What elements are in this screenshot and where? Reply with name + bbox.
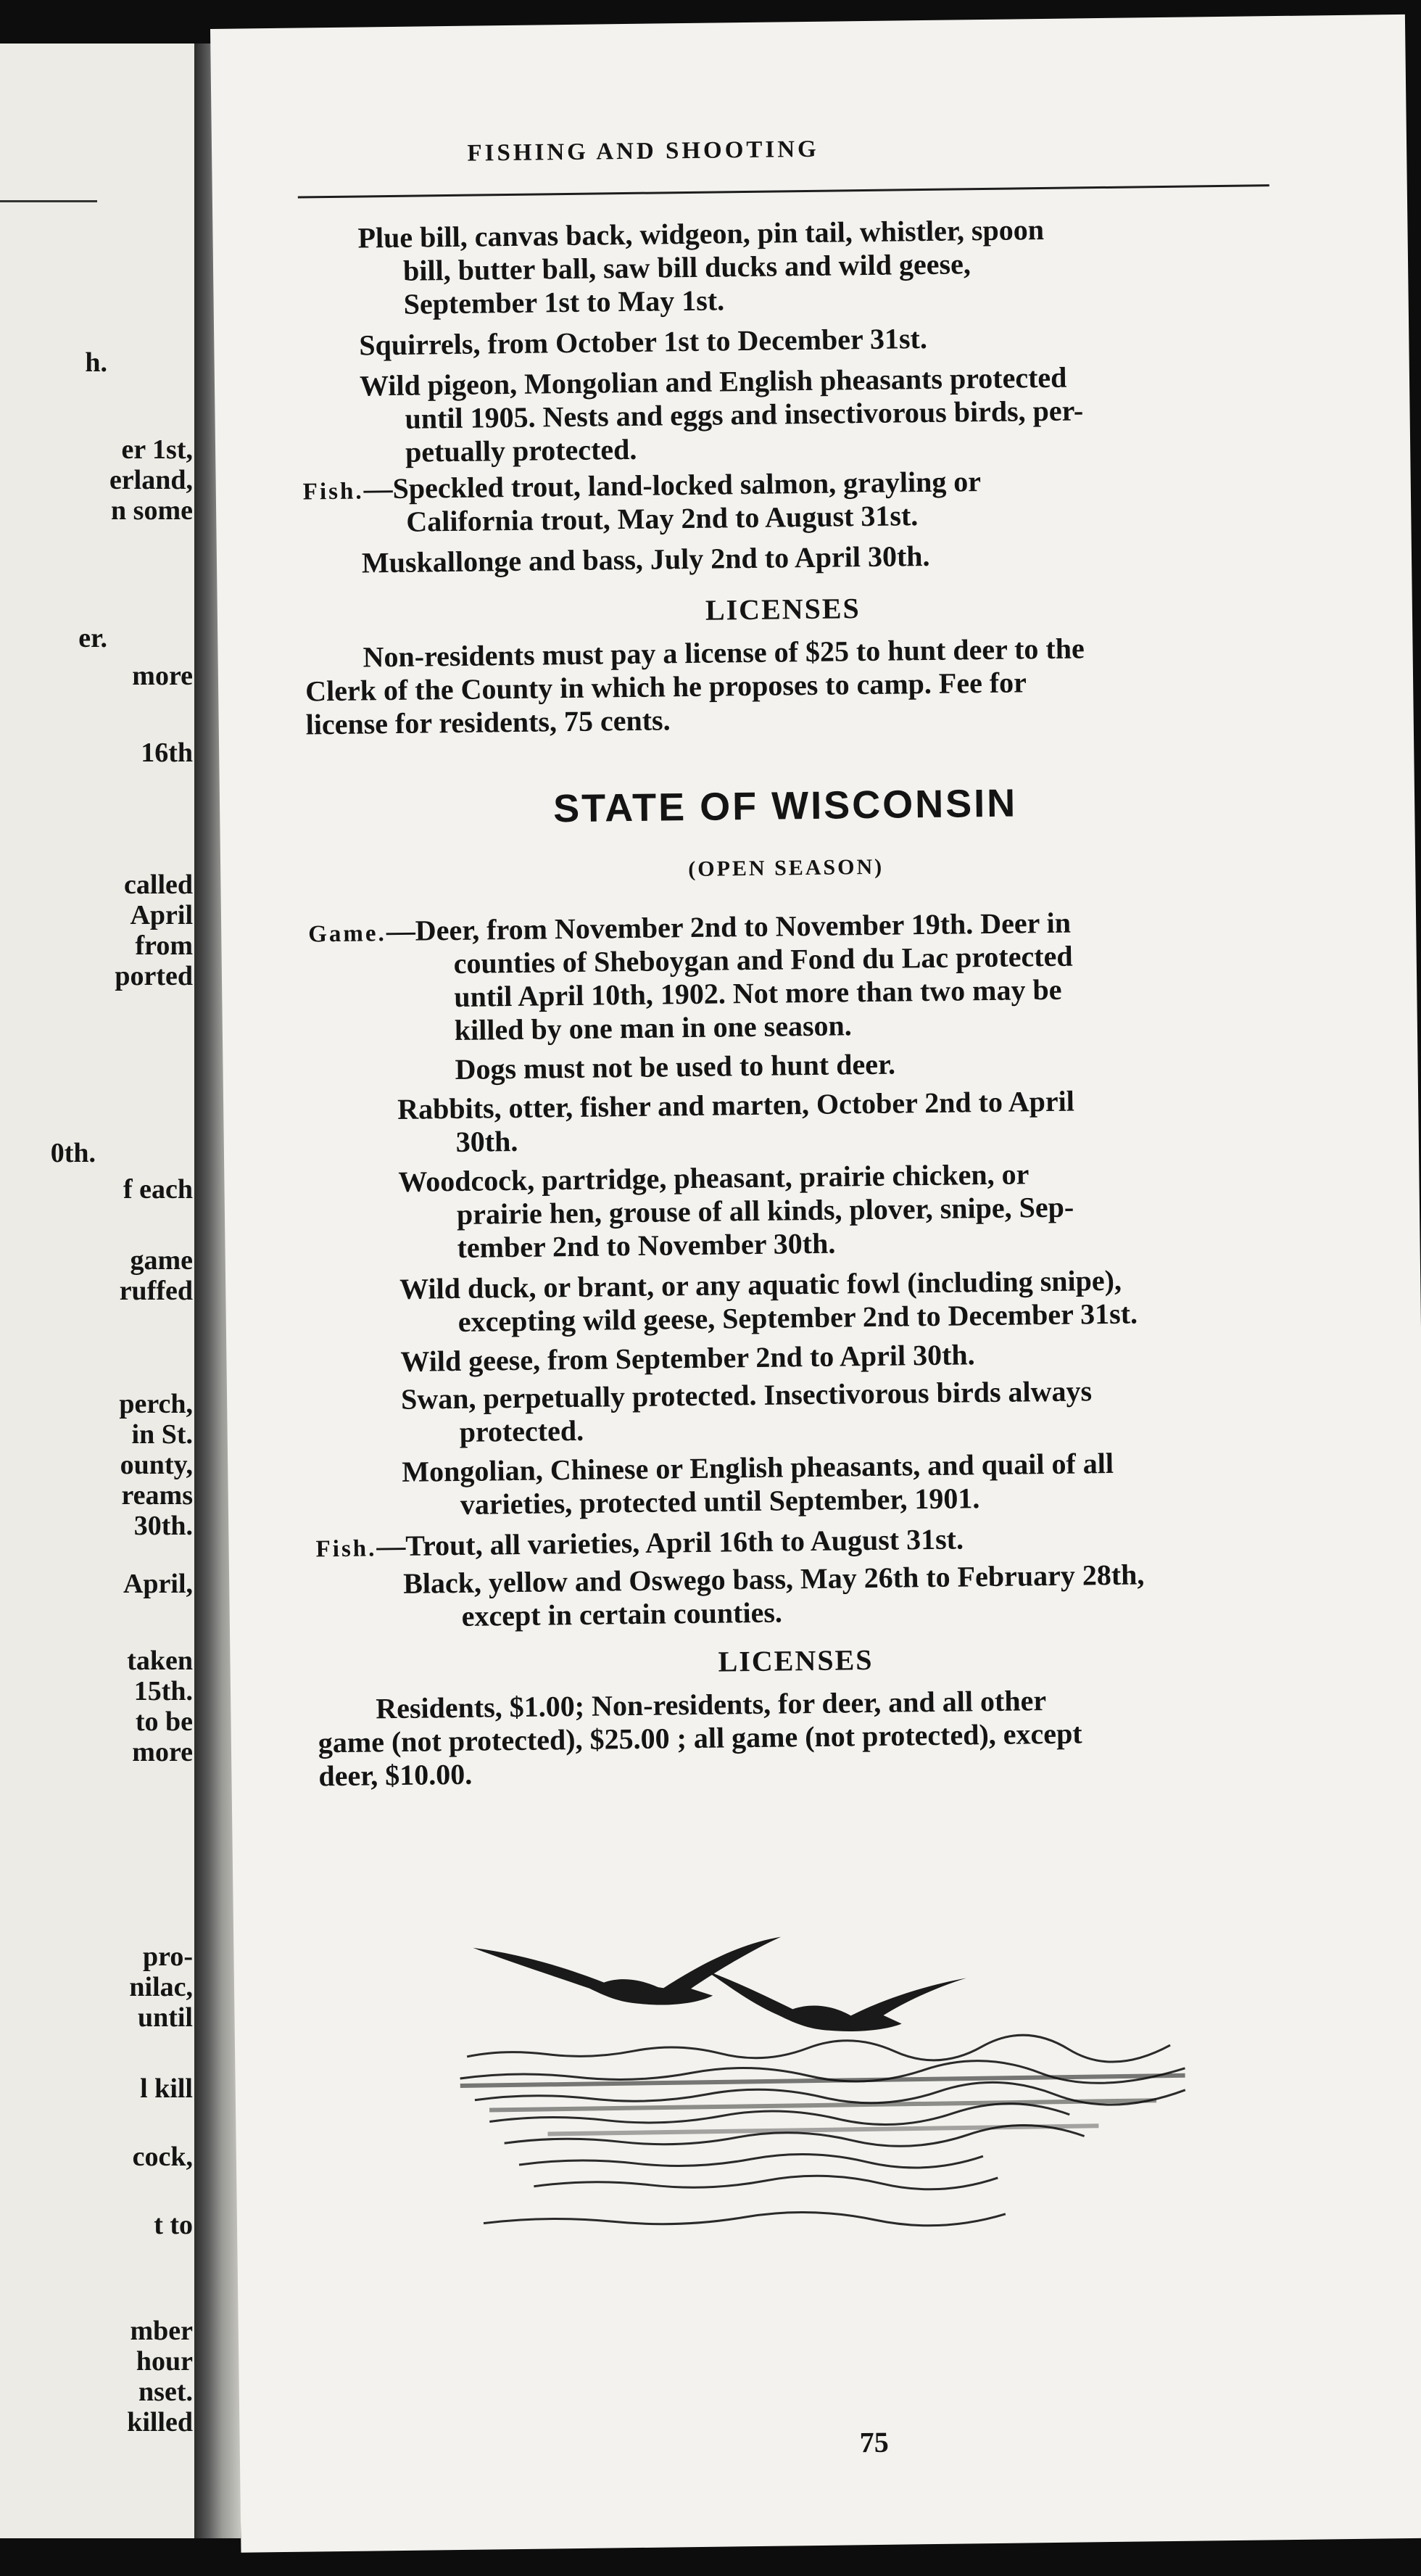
left-fragment: 16th bbox=[141, 738, 193, 768]
pigeon-line-3: petually protected. bbox=[405, 432, 637, 468]
bass-line-1: Black, yellow and Oswego bass, May 26th to February 28th, bbox=[402, 1558, 1145, 1600]
left-fragment: April, bbox=[123, 1569, 193, 1599]
trout-line: —Trout, all varieties, April 16th to August 31st. bbox=[376, 1522, 964, 1563]
left-fragment: more bbox=[132, 661, 193, 691]
licenses-wisconsin-line-2: game (not protected), $25.00 ; all game (not protected), except bbox=[318, 1717, 1082, 1759]
left-fragment: taken bbox=[127, 1646, 193, 1676]
page-number: 75 bbox=[859, 2425, 889, 2459]
ducks-line-2: bill, butter ball, saw bill ducks and wild geese, bbox=[402, 247, 972, 287]
left-fragment: game bbox=[130, 1245, 193, 1276]
left-fragment: 0th. bbox=[50, 1138, 96, 1168]
header-rule bbox=[298, 184, 1269, 198]
rabbits-line-2: 30th. bbox=[455, 1124, 518, 1158]
left-fragment: called bbox=[124, 870, 193, 900]
left-fragment: April bbox=[130, 900, 193, 930]
pigeon-line-1: Wild pigeon, Mongolian and English pheasants protected bbox=[359, 360, 1067, 402]
left-fragment: nset. bbox=[138, 2377, 193, 2407]
licenses-heading-michigan: LICENSES bbox=[705, 592, 861, 627]
wildduck-line-2: excepting wild geese, September 2nd to December 31st. bbox=[457, 1297, 1138, 1338]
squirrels-line: Squirrels, from October 1st to December 31st. bbox=[359, 321, 928, 362]
right-page bbox=[210, 15, 1421, 2553]
left-fragment: perch, bbox=[119, 1389, 193, 1419]
licenses-wisconsin-line-3: deer, $10.00. bbox=[318, 1757, 473, 1793]
swan-line-2: protected. bbox=[459, 1413, 584, 1448]
licenses-michigan-line-2: Clerk of the County in which he proposes to camp. Fee for bbox=[304, 666, 1027, 708]
pigeon-line-2: until 1905. Nests and eggs and insectivorous birds, per- bbox=[405, 394, 1084, 435]
deer-line-4: killed by one man in one season. bbox=[454, 1009, 853, 1046]
left-fragment: pro- bbox=[143, 1941, 193, 1972]
left-fragment: erland, bbox=[109, 465, 193, 495]
woodcock-line-3: tember 2nd to November 30th. bbox=[457, 1226, 836, 1264]
left-fragment: until bbox=[137, 2002, 193, 2033]
left-fragment: er 1st, bbox=[121, 434, 193, 465]
swan-line-1: Swan, perpetually protected. Insectivorous birds always bbox=[400, 1374, 1093, 1416]
wildduck-line-1: Wild duck, or brant, or any aquatic fowl (including snipe), bbox=[399, 1263, 1122, 1305]
running-header: FISHING AND SHOOTING bbox=[467, 136, 819, 167]
licenses-michigan-line-3: license for residents, 75 cents. bbox=[305, 703, 671, 741]
left-fragment: reams bbox=[121, 1480, 193, 1511]
deer-line-1: —Deer, from November 2nd to November 19th. Deer in bbox=[386, 906, 1072, 948]
fish-label: Fish. bbox=[315, 1535, 377, 1563]
fish-entry-wisconsin bbox=[315, 1522, 964, 1566]
mongolian-line-1: Mongolian, Chinese or English pheasants, and quail of all bbox=[402, 1446, 1114, 1488]
muskallonge-line: Muskallonge and bass, July 2nd to April 30th. bbox=[361, 539, 930, 579]
deer-line-2: counties of Sheboygan and Fond du Lac protected bbox=[453, 939, 1073, 980]
licenses-michigan-line-1: Non-residents must pay a license of $25 to hunt deer to the bbox=[362, 632, 1085, 674]
left-fragment: more bbox=[132, 1737, 193, 1767]
woodcock-line-1: Woodcock, partridge, pheasant, prairie chicken, or bbox=[398, 1157, 1030, 1198]
left-fragment: nilac, bbox=[129, 1972, 193, 2002]
left-fragment: to be bbox=[135, 1706, 193, 1737]
left-page bbox=[0, 44, 194, 2538]
left-fragment: 30th. bbox=[133, 1511, 193, 1541]
rabbits-line-1: Rabbits, otter, fisher and marten, October 2nd to April bbox=[397, 1084, 1075, 1126]
left-fragment: ounty, bbox=[120, 1450, 193, 1480]
deer-line-3: until April 10th, 1902. Not more than two may be bbox=[454, 973, 1062, 1013]
bass-line-2: except in certain counties. bbox=[461, 1595, 783, 1632]
ducks-line-3: September 1st to May 1st. bbox=[403, 284, 725, 321]
left-fragment: f each bbox=[123, 1174, 193, 1205]
left-fragment: in St. bbox=[131, 1419, 193, 1450]
left-fragment: l kill bbox=[140, 2073, 193, 2104]
ducks-line-1: Plue bill, canvas back, widgeon, pin tail, whistler, spoon bbox=[357, 212, 1045, 255]
left-fragment: from bbox=[135, 930, 193, 961]
licenses-wisconsin-line-1: Residents, $1.00; Non-residents, for deer, and all other bbox=[376, 1684, 1047, 1725]
woodcock-line-2: prairie hen, grouse of all kinds, plover, snipe, Sep- bbox=[456, 1190, 1074, 1231]
left-fragment: mber bbox=[130, 2316, 193, 2346]
left-fragment: 15th. bbox=[133, 1676, 193, 1706]
left-fragment: killed bbox=[127, 2407, 193, 2437]
flying-geese-illustration-icon bbox=[458, 1895, 1231, 2282]
fish-line-1: —Speckled trout, land-locked salmon, grayling or bbox=[363, 465, 982, 505]
open-season-subhead: (OPEN SEASON) bbox=[688, 854, 884, 882]
left-fragment: n some bbox=[111, 495, 193, 526]
fish-line-2: California trout, May 2nd to August 31st. bbox=[406, 499, 919, 538]
left-fragment: h. bbox=[85, 347, 107, 378]
licenses-heading-wisconsin: LICENSES bbox=[718, 1643, 874, 1678]
game-label: Game. bbox=[308, 920, 387, 948]
left-fragment: hour bbox=[136, 2346, 193, 2377]
dogs-line: Dogs must not be used to hunt deer. bbox=[455, 1047, 896, 1086]
mongolian-line-2: varieties, protected until September, 1901. bbox=[460, 1482, 980, 1521]
left-fragment: t to bbox=[154, 2210, 193, 2240]
left-fragment: ruffed bbox=[119, 1276, 193, 1306]
left-fragment: er. bbox=[78, 623, 107, 653]
geese-line: Wild geese, from September 2nd to April 30th. bbox=[400, 1338, 975, 1378]
left-fragment: cock, bbox=[132, 2142, 193, 2172]
left-fragment: ported bbox=[115, 961, 193, 991]
state-title: STATE OF WISCONSIN bbox=[552, 781, 1018, 831]
left-page-fragments bbox=[0, 44, 194, 2538]
fish-label: Fish. bbox=[302, 478, 364, 505]
